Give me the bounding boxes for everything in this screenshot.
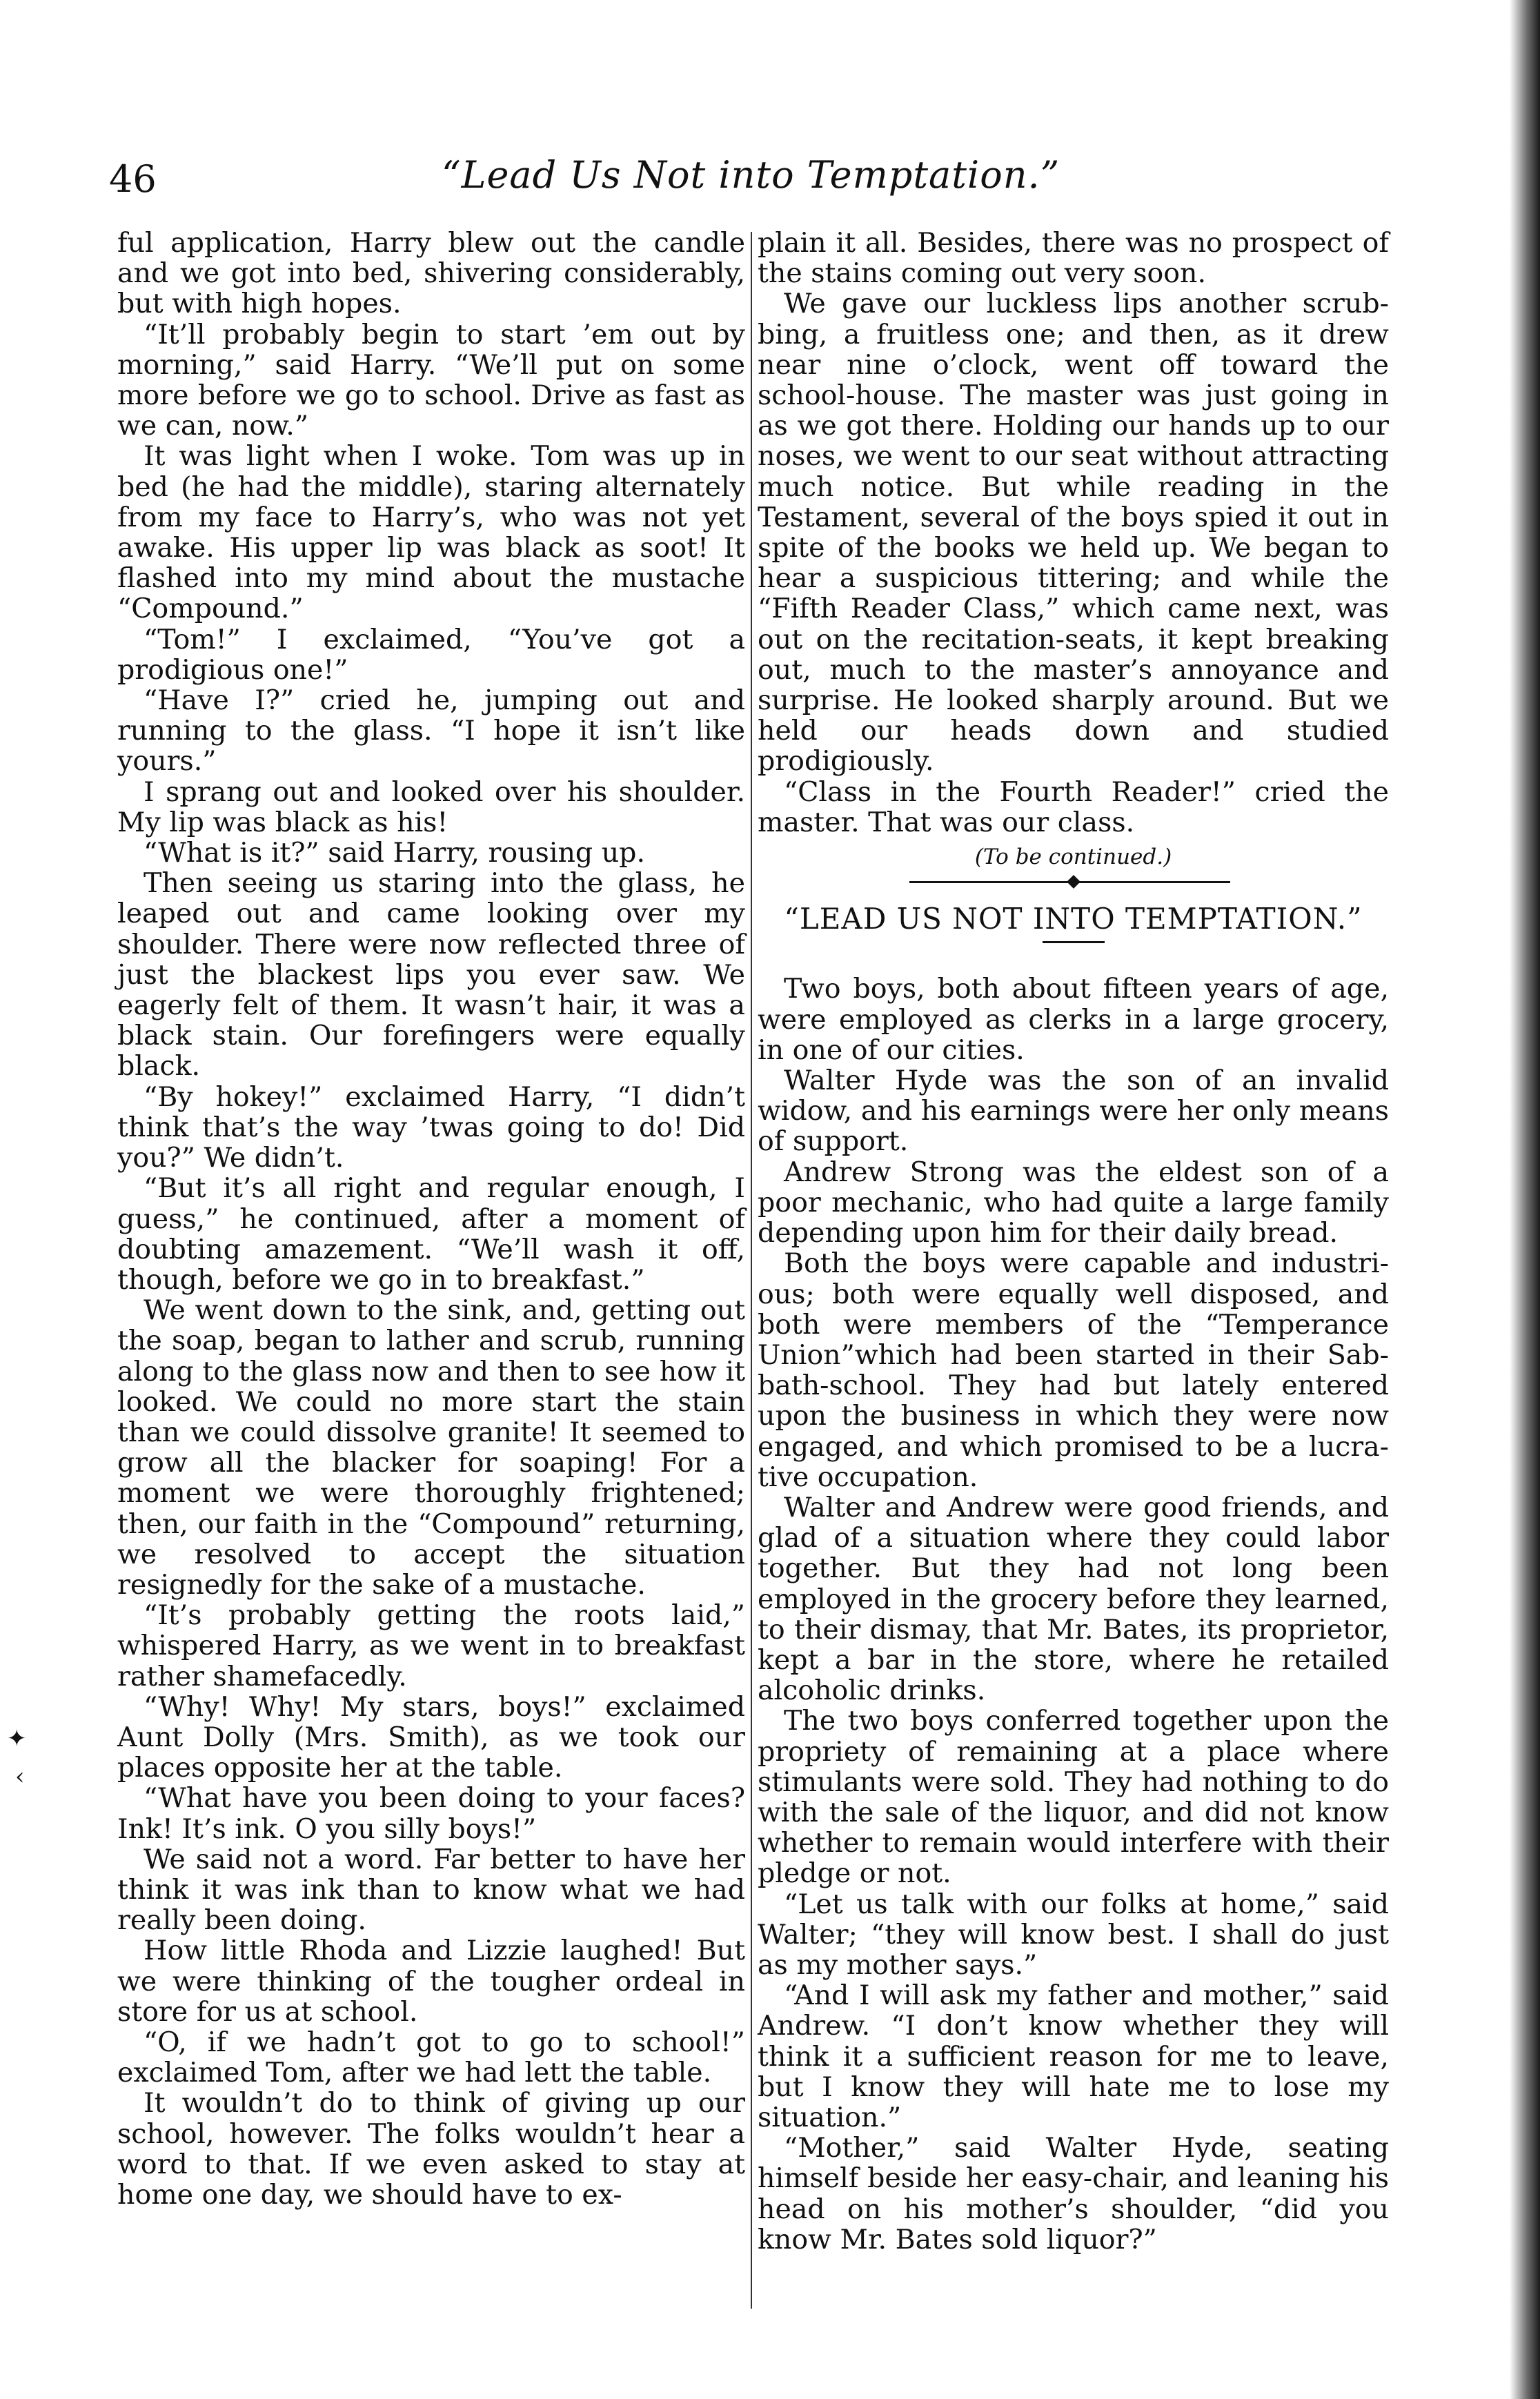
running-title: “Lead Us Not into Temptation.”: [442, 153, 1060, 197]
left-column: [117, 228, 745, 2210]
paragraph: We said not a word. Far better to have her think it was ink than to know what we had really been doing.: [117, 1843, 745, 1937]
article-title: “LEAD US NOT INTO TEMPTATION.”: [784, 902, 1363, 936]
paragraph: “And I will ask my father and mother,” said Andrew. “I don’t know whether they will think it a sufficient reason for me to leave, but I know they will hate me to lose my situation.”: [758, 1980, 1389, 2133]
paragraph: “By hokey!” exclaimed Harry, “I didn’t think that’s the way ’twas going to do! Did you?” We didn’t.: [117, 1080, 745, 1174]
paragraph: plain it all. Besides, there was no prospect of the stains coming out very soon.: [758, 227, 1389, 290]
paragraph: Two boys, both about fifteen years of age, were employed as clerks in a large grocery, in one of our cities.: [758, 973, 1389, 1066]
paragraph: “What have you been doing to your faces? Ink! It’s ink. O you silly boys!”: [117, 1782, 745, 1845]
page-number: 46: [109, 157, 157, 201]
paragraph: “It’ll probably begin to start ’em out by morning,” said Harry. “We’ll put on some more before we go to school. Drive as fast as we can, now.”: [117, 318, 745, 442]
continued-note: (To be continued.): [974, 845, 1172, 870]
column-divider: [751, 232, 752, 2309]
right-column: [758, 228, 1389, 2255]
title-underline: [1043, 941, 1105, 943]
paragraph: “But it’s all right and regular enough, I guess,” he continued, after a moment of doubting amazement. “We’ll wash it off, though, before we go in to breakfast.”: [117, 1172, 745, 1296]
paragraph: “O, if we hadn’t got to go to school!” exclaimed Tom, after we had lett the table.: [117, 2026, 745, 2089]
paragraph: “What is it?” said Harry, rousing up.: [144, 837, 646, 869]
paragraph: I sprang out and looked over his shoulder. My lip was black as his!: [117, 776, 745, 838]
paragraph: “It’s probably getting the roots laid,” whispered Harry, as we went in to breakfast rather shamefacedly.: [117, 1599, 745, 1692]
diamond-ornament-icon: [1067, 875, 1080, 889]
paragraph: “Mother,” said Walter Hyde, seating himself beside her easy-chair, and leaning his head on his mother’s shoulder, “did you know Mr. Bates sold liquor?”: [758, 2132, 1389, 2255]
margin-ink-mark-icon: ‹: [15, 1763, 25, 1790]
paragraph: Andrew Strong was the eldest son of a poor mechanic, who had quite a large family depending upon him for their daily bread.: [758, 1156, 1389, 1250]
paragraph: The two boys conferred together upon the propriety of remaining at a place where stimulants were sold. They had nothing to do with the sale of the liquor, and did not know whether to remain would interfere with their pledge or not.: [758, 1705, 1389, 1890]
paragraph: “Class in the Fourth Reader!” cried the master. That was our class.: [758, 776, 1389, 838]
paragraph: It was light when I woke. Tom was up in bed (he had the middle), staring alternately from my face to Harry’s, who was not yet awake. His upper lip was black as soot! It flashed into my mind about the mustache “Compound.”: [117, 440, 745, 625]
paragraph: How little Rhoda and Lizzie laughed! But we were thinking of the tougher ordeal in store for us at school.: [117, 1935, 745, 2028]
paragraph: Walter Hyde was the son of an invalid widow, and his earnings were her only means of support.: [758, 1065, 1389, 1158]
paragraph: “Tom!” I exclaimed, “You’ve got a prodigious one!”: [117, 623, 745, 686]
paragraph: It wouldn’t do to think of giving up our school, however. The folks wouldn’t hear a word to that. If we even asked to stay at home one day, we should have to ex-: [117, 2087, 745, 2211]
paragraph: We went down to the sink, and, getting out the soap, began to lather and scrub, running along to the glass now and then to see how it looked. We could no more start the stain than we could dissolve granite! It seemed to grow all the blacker for soaping! For a moment we were thoroughly frightened; then, our faith in the “Compound” returning, we resolved to accept the situation resignedly for the sake of a mustache.: [117, 1294, 745, 1601]
paragraph: Both the boys were capable and industrious; both were equally well disposed, and both were members of the “Temperance Union”which had been started in their Sabbath-school. They had but lately entered upon the business in which they were now engaged, and which promised to be a lucrative occupation.: [758, 1247, 1389, 1493]
margin-ink-mark-icon: ✦: [7, 1725, 27, 1753]
paragraph: We gave our luckless lips another scrubbing, a fruitless one; and then, as it drew near nine o’clock, went off toward the school-house. The master was just going in as we got there. Holding our hands up to our noses, we went to our seat without attracting much notice. But while reading in the Testament, several of the boys spied it out in spite of the books we held up. We began to hear a suspicious tittering; and while the “Fifth Reader Class,” which came next, was out on the recitation-seats, it kept breaking out, much to the master’s annoyance and surprise. He looked sharply around. But we held our heads down and studied prodigiously.: [758, 288, 1389, 778]
page-edge-shadow: [1510, 0, 1540, 2399]
paragraph: Walter and Andrew were good friends, and glad of a situation where they could labor together. But they had not long been employed in the grocery before they learned, to their dismay, that Mr. Bates, its proprietor, kept a bar in the store, where he retailed alcoholic drinks.: [758, 1491, 1389, 1707]
paragraph: “Let us talk with our folks at home,” said Walter; “they will know best. I shall do just as my mother says.”: [758, 1888, 1389, 1981]
section-rule: [758, 875, 1389, 889]
paragraph: “Have I?” cried he, jumping out and running to the glass. “I hope it isn’t like yours.”: [117, 684, 745, 778]
paragraph: “Why! Why! My stars, boys!” exclaimed Aunt Dolly (Mrs. Smith), as we took our places opposite her at the table.: [117, 1690, 745, 1784]
paragraph: Then seeing us staring into the glass, he leaped out and came looking over my shoulder. There were now reflected three of just the blackest lips you ever saw. We eagerly felt of them. It wasn’t hair, it was a black stain. Our forefingers were equally black.: [117, 867, 745, 1083]
paragraph: ful application, Harry blew out the candle and we got into bed, shivering considerably, but with high hopes.: [117, 227, 745, 320]
